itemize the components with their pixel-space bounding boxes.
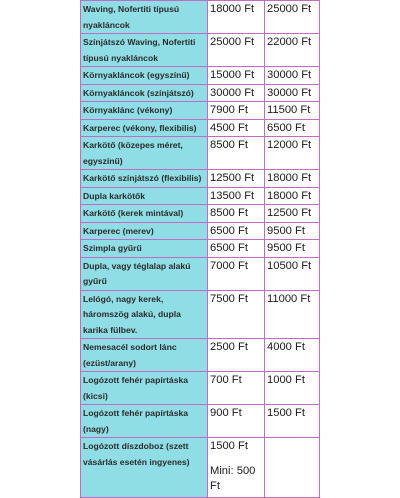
price-cell: 4500 Ft	[208, 119, 265, 137]
price-cell: 8500 Ft	[208, 205, 265, 223]
table-row	[81, 257, 320, 290]
price-cell: 30000 Ft	[265, 67, 320, 85]
price-cell: 15000 Ft	[208, 67, 265, 85]
price-cell: 12000 Ft	[265, 137, 320, 170]
price-cell: 6500 Ft	[265, 119, 320, 137]
price-cell: 13500 Ft	[208, 187, 265, 205]
price-cell: 12500 Ft	[208, 170, 265, 188]
table-row	[81, 405, 320, 438]
product-name-cell: Karperec (vékony, flexibilis)	[81, 119, 208, 137]
table-row	[81, 372, 320, 405]
table-row	[81, 240, 320, 258]
price-cell: 1500 Ft	[265, 405, 320, 438]
product-name-cell: Logózott fehér papírtáska (kicsi)	[81, 372, 208, 405]
price-note: Mini: 500 Ft	[210, 464, 256, 492]
price-cell: 18000 Ft	[208, 1, 265, 34]
product-name-cell: Logózott fehér papírtáska (nagy)	[81, 405, 208, 438]
price-cell: 700 Ft	[208, 372, 265, 405]
price-cell: 25000 Ft	[265, 1, 320, 34]
price-cell	[208, 438, 265, 498]
price-cell	[265, 438, 320, 498]
product-name-cell: Karkötő (közepes méret, egyszínű)	[81, 137, 208, 170]
price-cell: 9500 Ft	[265, 222, 320, 240]
price-value: 1500 Ft	[210, 440, 248, 452]
table-row	[81, 137, 320, 170]
table-row	[81, 119, 320, 137]
product-name-cell: Dupla, vagy téglalap alakú gyűrű	[81, 257, 208, 290]
price-cell: 18000 Ft	[265, 187, 320, 205]
price-cell: 2500 Ft	[208, 339, 265, 372]
product-name-cell: Környakláncok (egyszínű)	[81, 67, 208, 85]
table-row	[81, 205, 320, 223]
product-name-cell: Szimpla gyűrű	[81, 240, 208, 258]
price-cell: 30000 Ft	[265, 84, 320, 102]
price-cell: 4000 Ft	[265, 339, 320, 372]
table-row	[81, 290, 320, 339]
table-row	[81, 222, 320, 240]
table-row	[81, 84, 320, 102]
table-row	[81, 1, 320, 34]
product-name-cell: Karkötő színjátszó (flexibilis)	[81, 170, 208, 188]
price-cell: 22000 Ft	[265, 34, 320, 67]
price-cell: 30000 Ft	[208, 84, 265, 102]
price-cell: 7500 Ft	[208, 290, 265, 339]
price-cell: 900 Ft	[208, 405, 265, 438]
table-row	[81, 102, 320, 120]
price-cell: 8500 Ft	[208, 137, 265, 170]
table-row	[81, 170, 320, 188]
table-row	[81, 339, 320, 372]
spacer	[210, 455, 262, 464]
table-row	[81, 187, 320, 205]
price-table	[80, 0, 320, 498]
product-name-cell: Színjátszó Waving, Nofertiti típusú nyakláncok	[81, 34, 208, 67]
price-cell: 7000 Ft	[208, 257, 265, 290]
product-name-cell: Dupla karkötők	[81, 187, 208, 205]
product-name-cell: Lelógó, nagy kerek, háromszög alakú, dupla karika fülbev.	[81, 290, 208, 339]
price-cell: 1000 Ft	[265, 372, 320, 405]
price-cell: 10500 Ft	[265, 257, 320, 290]
price-table-container	[80, 0, 319, 498]
price-cell: 25000 Ft	[208, 34, 265, 67]
product-name-cell: Környakláncok (színjátszó)	[81, 84, 208, 102]
price-cell: 18000 Ft	[265, 170, 320, 188]
price-cell: 6500 Ft	[208, 240, 265, 258]
price-cell: 11000 Ft	[265, 290, 320, 339]
product-name-cell: Környaklánc (vékony)	[81, 102, 208, 120]
price-cell: 7900 Ft	[208, 102, 265, 120]
price-cell: 12500 Ft	[265, 205, 320, 223]
price-cell: 9500 Ft	[265, 240, 320, 258]
table-row	[81, 67, 320, 85]
price-cell: 6500 Ft	[208, 222, 265, 240]
table-row	[81, 34, 320, 67]
table-row	[81, 438, 320, 498]
product-name-cell: Logózott díszdoboz (szett vásárlás esetén ingyenes)	[81, 438, 208, 498]
product-name-cell: Karkötő (kerek mintával)	[81, 205, 208, 223]
price-cell: 11500 Ft	[265, 102, 320, 120]
product-name-cell: Karperec (merev)	[81, 222, 208, 240]
product-name-cell: Waving, Nofertiti típusú nyakláncok	[81, 1, 208, 34]
product-name-cell: Nemesacél sodort lánc (ezüst/arany)	[81, 339, 208, 372]
